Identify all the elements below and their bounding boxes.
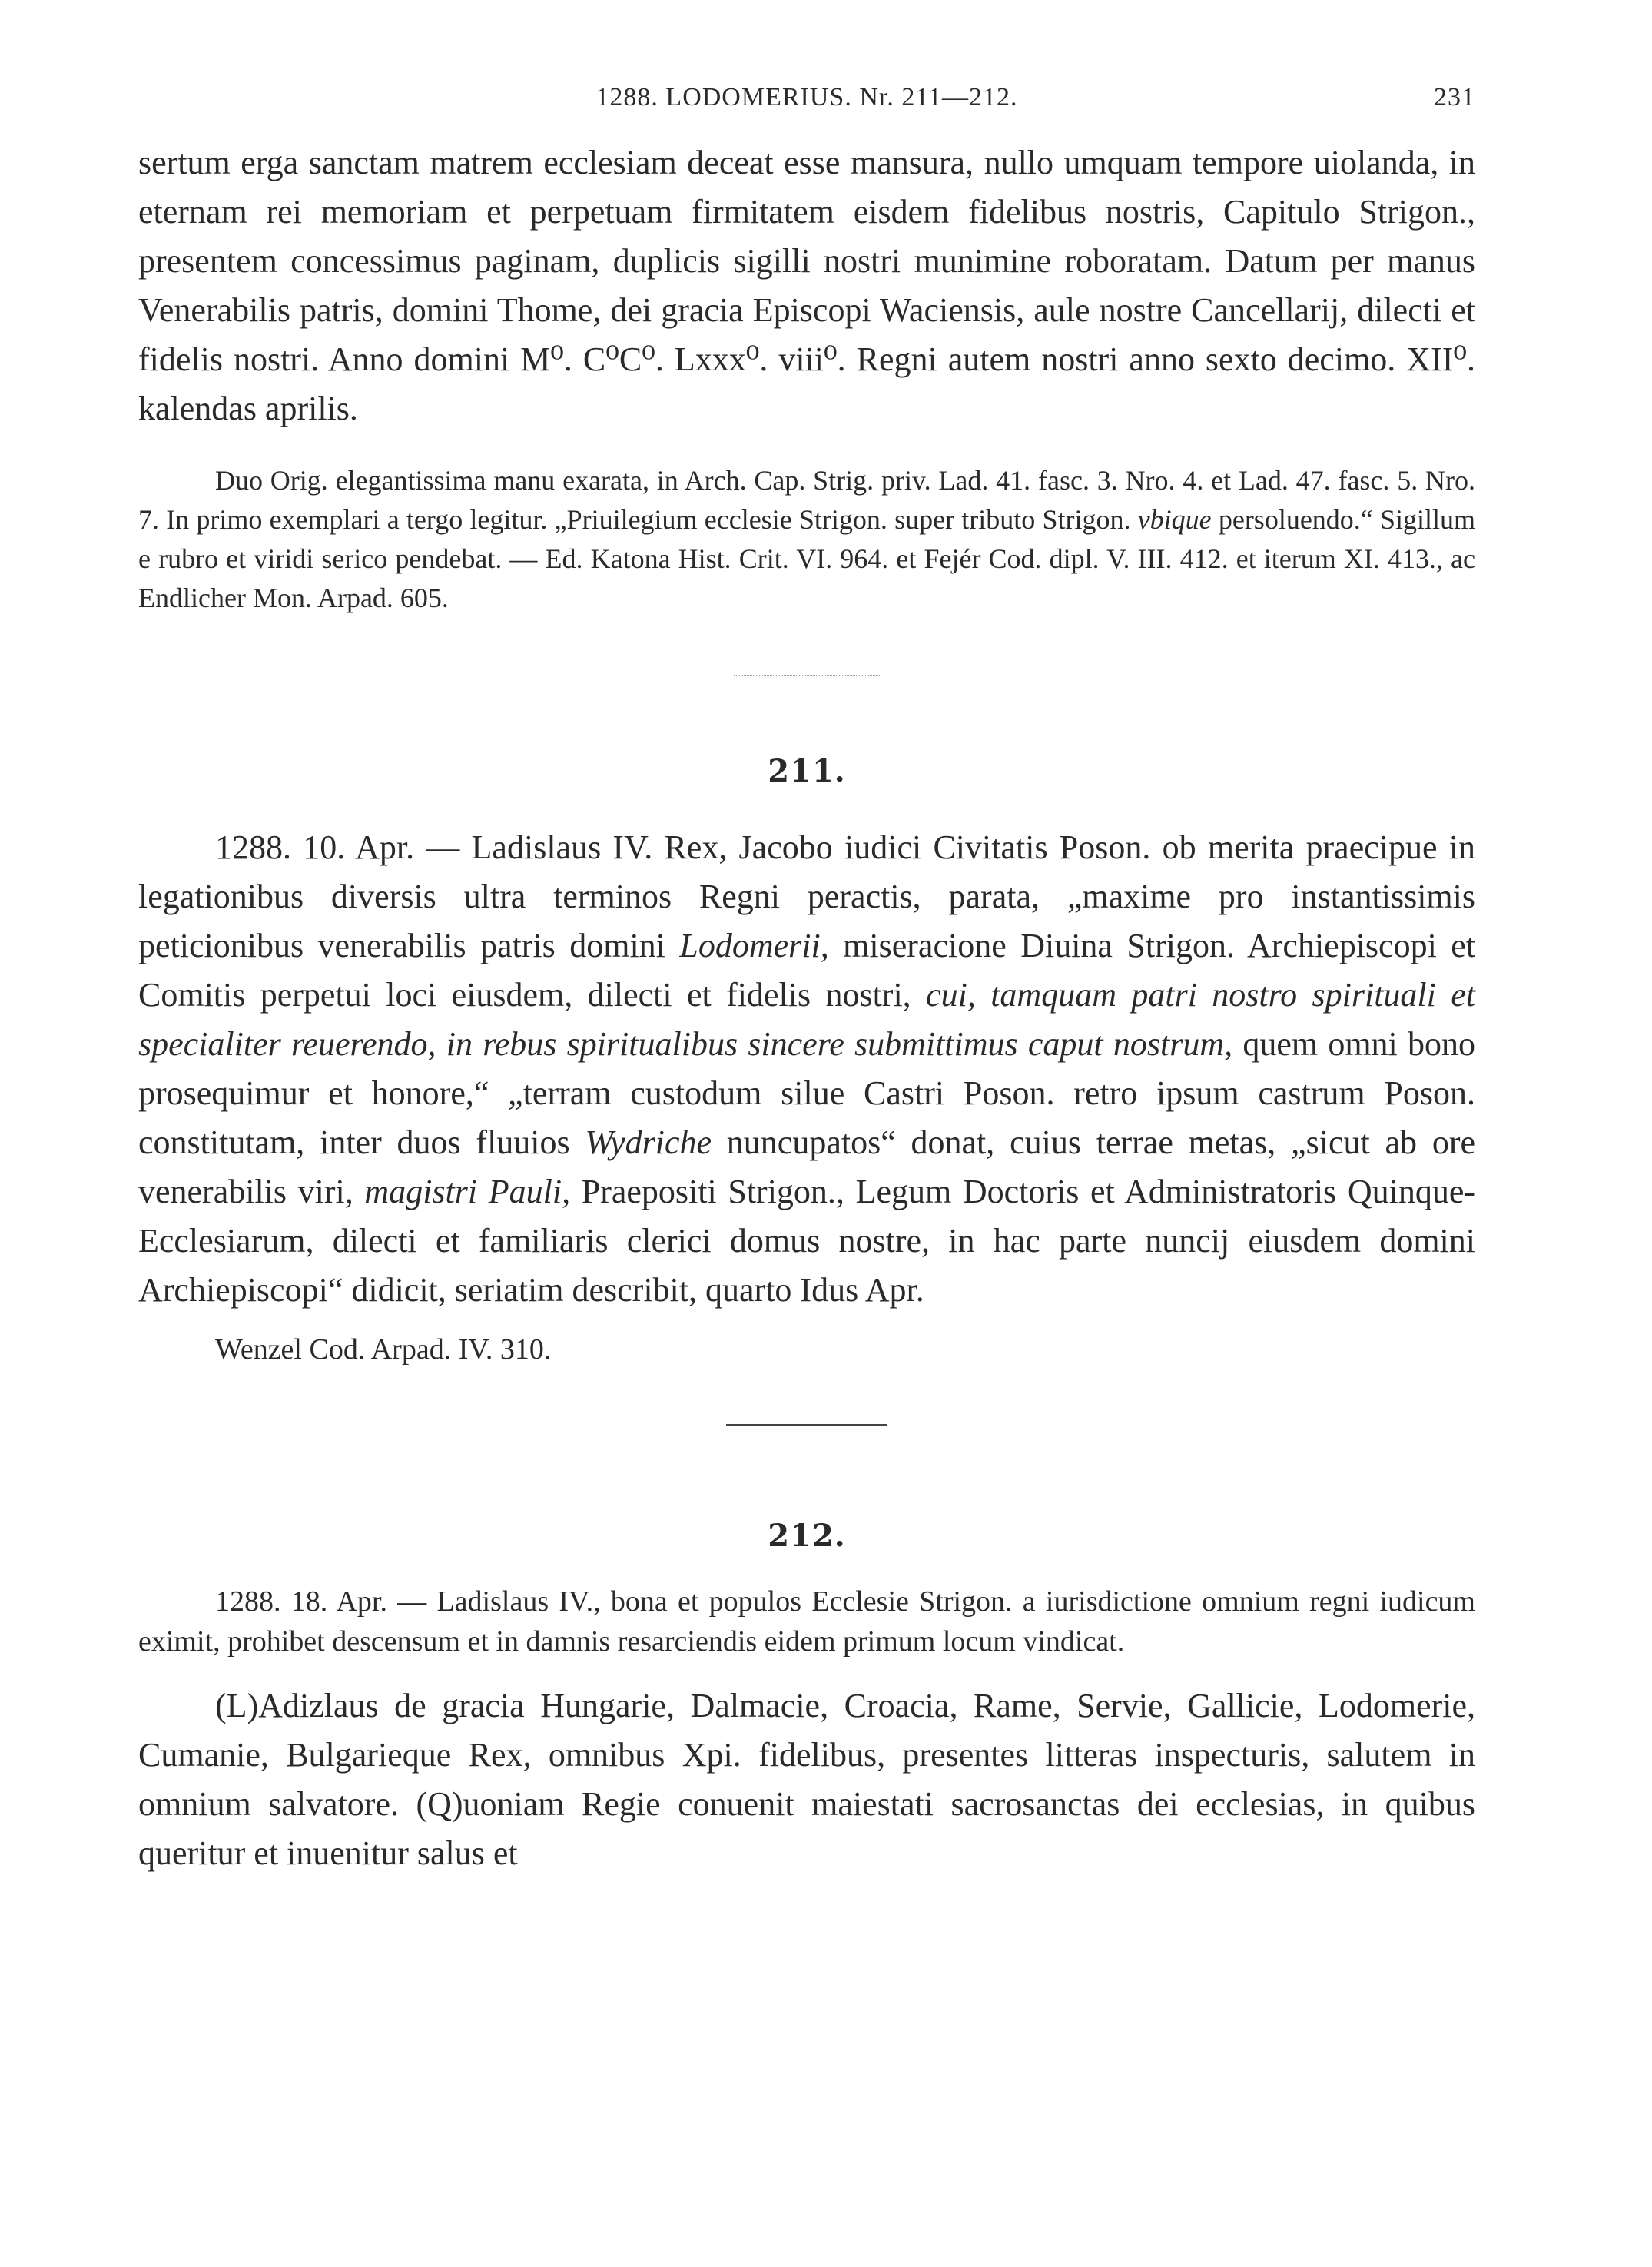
document-211 <box>138 753 1475 1370</box>
charter-text-210: sertum erga sanctam matrem ecclesiam deceat esse mansura, nullo umquam tempore uiolanda, in eternam rei memoriam et perpetuam firmitatem eisdem fidelibus nostris, Capitulo Strigon., presentem concessimus paginam, duplicis sigilli nostri munimine roboratam. Datum per manus Venerabilis patris, domini Thome, dei gracia Episcopi Waciensis, aule nostre Cancellarij, dilecti et fidelis nostri. Anno domini M⁰. C⁰C⁰. Lxxx⁰. viii⁰. Regni autem nostri anno sexto decimo. XII⁰. kalendas aprilis. <box>138 144 1475 427</box>
document-212 <box>138 1518 1475 1878</box>
source-note-210 <box>138 461 1475 618</box>
regest-211-italic1: Lodomerii, <box>679 927 829 964</box>
running-head-title: 1288. LODOMERIUS. Nr. 211—212. <box>595 83 1018 111</box>
regest-212: 1288. 18. Apr. — Ladislaus IV., bona et populos Ecclesie Strigon. a iurisdictione omnium regni iudicum eximit, prohibet descensum et in damnis resarciendis eidem primum locum vindicat. <box>138 1585 1475 1658</box>
document-page <box>138 77 1475 1878</box>
source-note-210-italic: vbique <box>1137 504 1212 535</box>
regest-211-italic3: Wydriche <box>585 1124 712 1161</box>
charter-text-212: (L)Adizlaus de gracia Hungarie, Dalmacie, Croacia, Rame, Servie, Gallicie, Lodomerie, Cumanie, Bulgarieque Rex, omnibus Xpi. fidelibus, presentes litteras inspecturis, salutem in omnium salvatore. (Q)uoniam Regie conuenit maiestati sacrosanctas dei ecclesias, in quibus queritur et inuenitur salus et <box>138 1687 1475 1872</box>
source-note-210-part2: persoluendo.“ Sigillum e rubro et viridi serico pendebat. — Ed. Katona Hist. Crit. VI. 964. et Fejér Cod. dipl. V. III. 412. et iterum XI. 413., ac Endlicher Mon. Arpad. 605. <box>138 504 1476 613</box>
document-number-212: 212. <box>768 1518 846 1554</box>
page-number: 231 <box>1434 83 1475 111</box>
regest-211-part3: quem omni bono prosequimur et honore,“ „terram custodum silue Castri Poson. retro ipsum castrum Poson. constitutam, inter duos fluuios <box>138 1025 1476 1161</box>
regest-211-italic4: magistri Pauli, <box>364 1173 571 1210</box>
running-head <box>138 77 1475 123</box>
regest-211-part4: nuncupatos“ donat, cuius terrae metas, „sicut ab ore venerabilis viri, <box>138 1124 1475 1210</box>
regest-211-part2: miseracione Diuina Strigon. Archiepiscopi et Comitis perpetui loci eiusdem, dilecti et fidelis nostri, <box>138 927 1476 1014</box>
regest-211-part5: Praepositi Strigon., Legum Doctoris et Administratoris Quinque-Ecclesiarum, dilecti et familiaris clerici domus nostre, in hac parte nuncij eiusdem domini Archiepiscopi“ didicit, seriatim describit, quarto Idus Apr. <box>138 1173 1475 1309</box>
section-divider <box>726 1424 887 1426</box>
source-note-210-part1: Duo Orig. elegantissima manu exarata, in Arch. Cap. Strig. priv. Lad. 41. fasc. 3. Nro. 4. et Lad. 47. fasc. 5. Nro. 7. In primo exemplari a tergo legitur. „Priuilegium ecclesie Strigon. super tributo Strigon. <box>138 465 1475 535</box>
document-210-continuation <box>138 138 1475 618</box>
regest-211-italic2: cui, tamquam patri nostro spirituali et specialiter reuerendo, in rebus spiritualibus sincere submittimus caput nostrum, <box>138 976 1475 1063</box>
section-divider <box>734 675 880 676</box>
regest-211-part1: 1288. 10. Apr. — Ladislaus IV. Rex, Jacobo iudici Civitatis Poson. ob merita praecipue in legationibus diversis ultra terminos Regni peractis, parata, „maxime pro instantissimis peticionibus venerabilis patris domini <box>138 828 1475 964</box>
document-number-211: 211. <box>768 753 846 789</box>
regest-211 <box>138 823 1475 1315</box>
reference-211: Wenzel Cod. Arpad. IV. 310. <box>215 1333 552 1366</box>
